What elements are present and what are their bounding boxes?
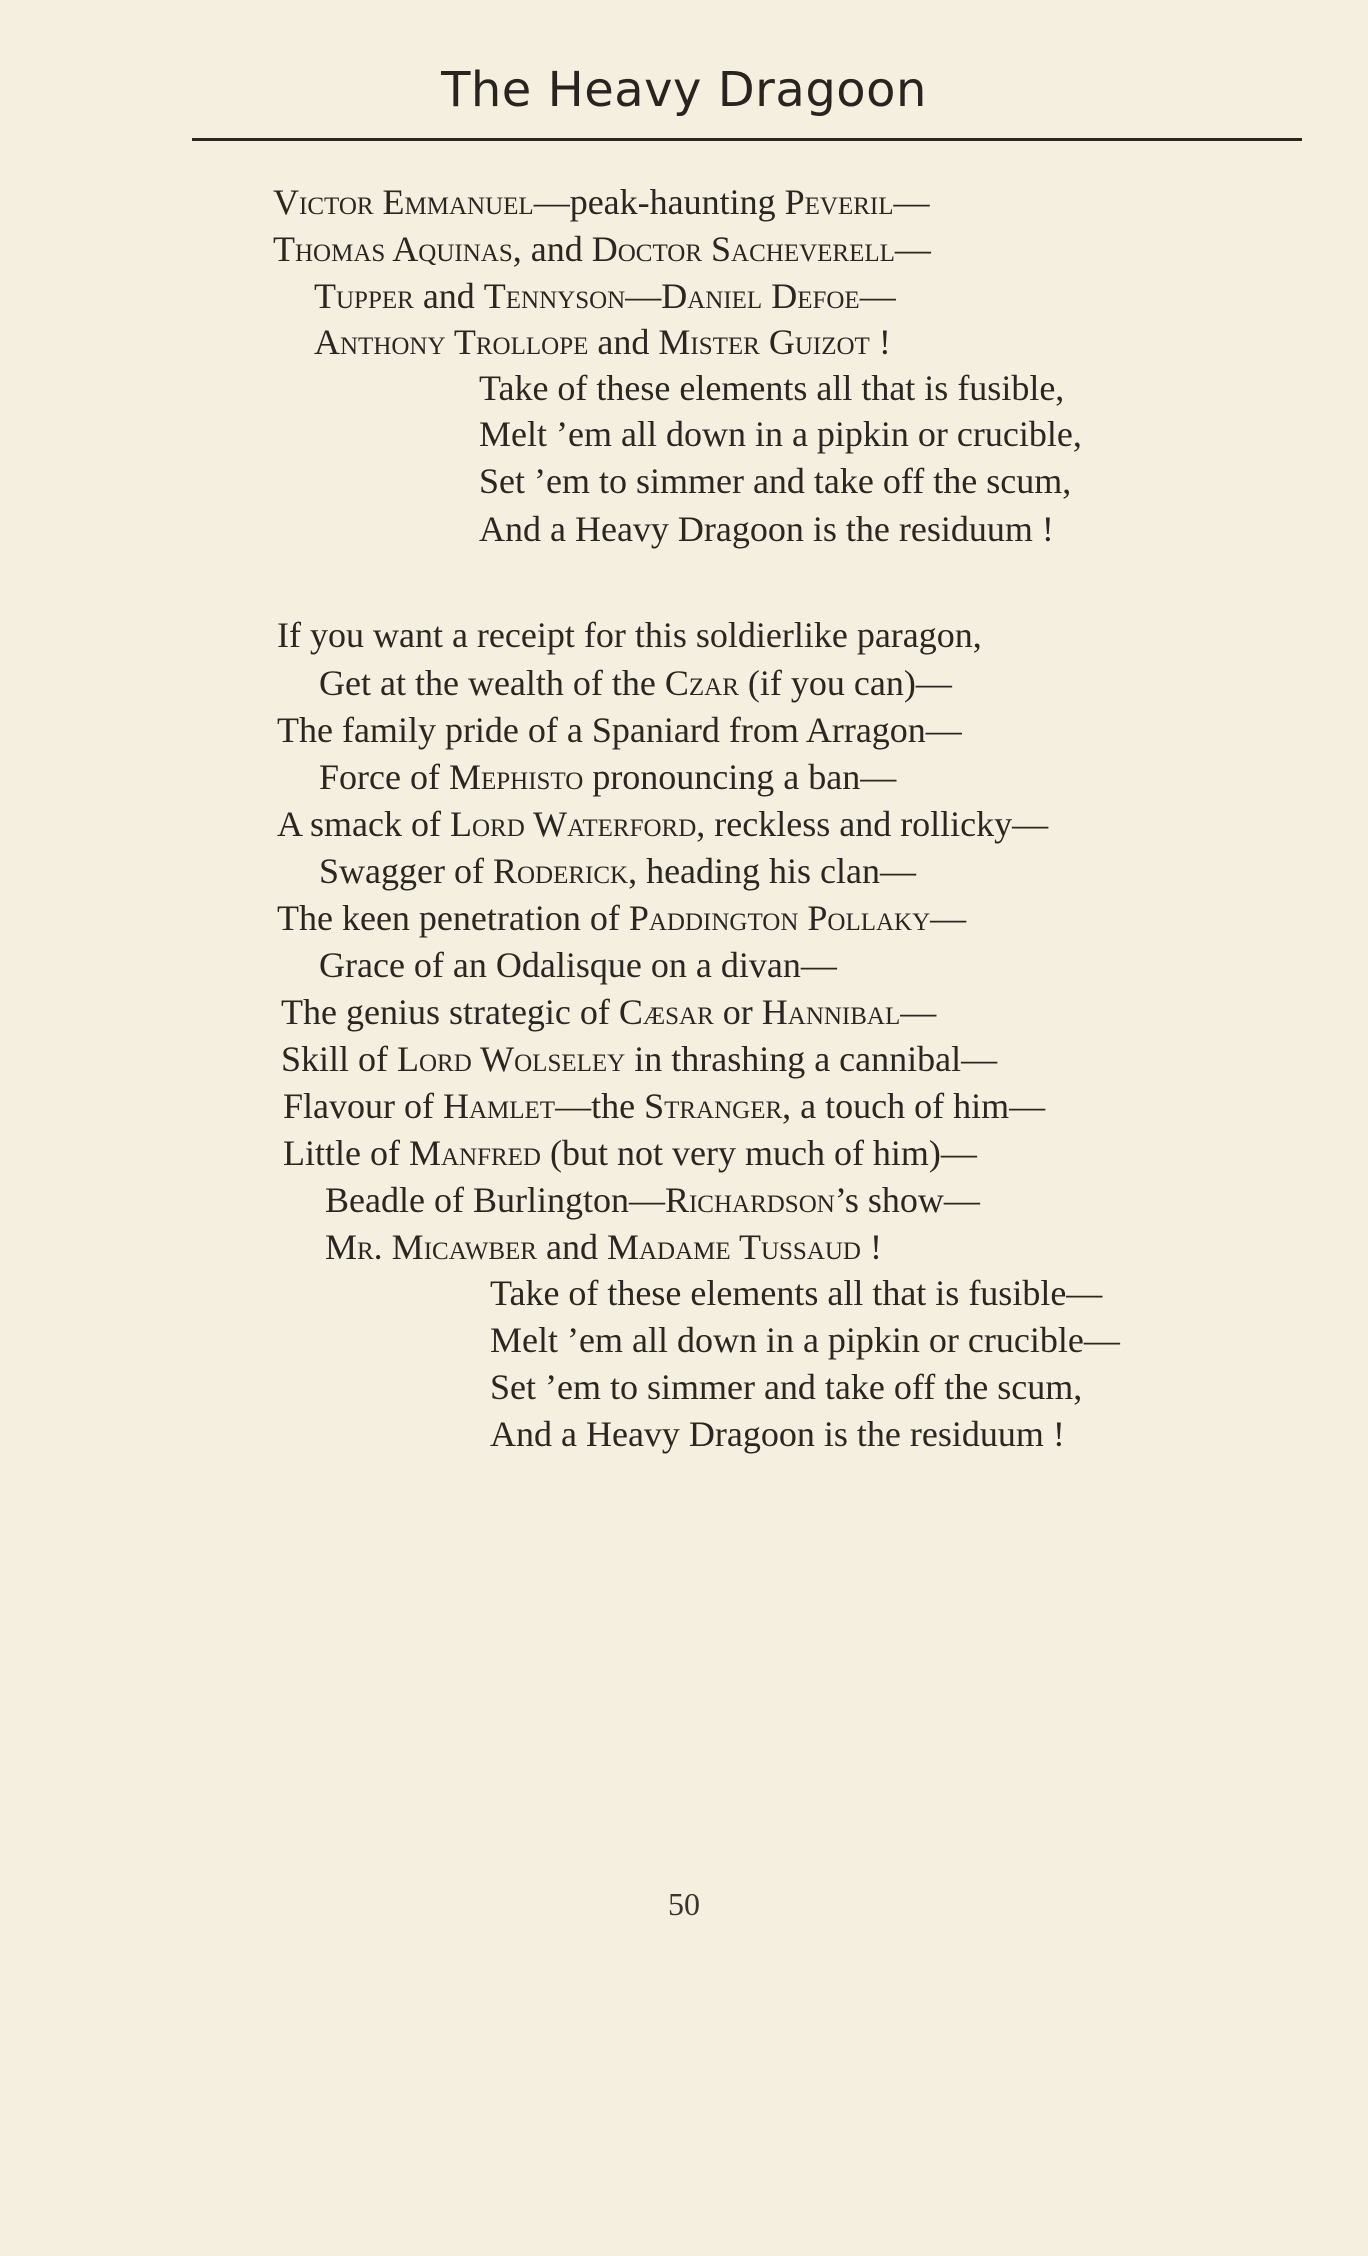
refrain-line <box>490 1270 1102 1316</box>
proper-name: Anthony Trollope <box>314 322 589 362</box>
verse-line <box>325 1224 882 1270</box>
line-text: The keen penetration of <box>277 898 629 938</box>
refrain-line <box>490 1364 1082 1410</box>
line-text: and <box>588 322 659 362</box>
verse-line <box>325 1177 980 1223</box>
proper-name: Mister Guizot <box>658 322 870 362</box>
verse-line <box>319 754 896 800</box>
line-text: Grace of an Odalisque on a divan— <box>319 945 837 985</box>
line-text: or <box>713 992 762 1032</box>
line-text: The family pride of a Spaniard from Arragon— <box>277 710 962 750</box>
proper-name: Tupper <box>314 276 414 316</box>
verse-line <box>319 848 916 894</box>
verse-line <box>281 1036 997 1082</box>
line-text: If you want a receipt for this soldierlike paragon, <box>277 615 982 655</box>
proper-name: Paddington Pollaky <box>628 898 931 938</box>
proper-name: Lord Waterford <box>449 804 697 844</box>
proper-name: Czar <box>664 663 739 703</box>
line-text: (if you can)— <box>738 663 952 703</box>
line-text: Force of <box>319 757 449 797</box>
verse-line <box>273 179 930 225</box>
line-text: ’s show— <box>834 1180 980 1220</box>
verse-line <box>277 707 962 753</box>
refrain-line <box>479 365 1064 411</box>
line-text: Get at the wealth of the <box>319 663 665 703</box>
line-text: , and <box>512 229 592 269</box>
line-text: Melt ’em all down in a pipkin or crucible— <box>490 1320 1120 1360</box>
line-text: The genius strategic of <box>281 992 619 1032</box>
proper-name: Mr. Micawber <box>325 1227 537 1267</box>
verse-line <box>277 801 1048 847</box>
line-text: —peak-haunting <box>533 182 785 222</box>
line-text: And a Heavy Dragoon is the residuum ! <box>479 509 1054 549</box>
proper-name: Lord Wolseley <box>397 1039 626 1079</box>
line-text: Swagger of <box>319 851 493 891</box>
line-text: And a Heavy Dragoon is the residuum ! <box>490 1414 1065 1454</box>
line-text: ! <box>861 1227 882 1267</box>
refrain-line <box>490 1411 1065 1457</box>
line-text: Set ’em to simmer and take off the scum, <box>479 461 1072 501</box>
page-number: 50 <box>668 1886 700 1922</box>
proper-name: Thomas Aquinas <box>273 229 513 269</box>
proper-name: Stranger <box>644 1086 783 1126</box>
verse-line <box>281 989 936 1035</box>
verse-line <box>319 942 837 988</box>
verse-line <box>283 1130 977 1176</box>
line-text: Little of <box>283 1133 409 1173</box>
running-header: The Heavy Dragoon <box>441 62 927 118</box>
proper-name: Doctor Sacheverell <box>591 229 895 269</box>
line-text: in thrashing a cannibal— <box>625 1039 998 1079</box>
proper-name: Madame Tussaud <box>606 1227 861 1267</box>
line-text: pronouncing a ban— <box>583 757 897 797</box>
line-text: Flavour of <box>283 1086 443 1126</box>
proper-name: Cæsar <box>618 992 714 1032</box>
refrain-line <box>479 506 1054 552</box>
line-text: — <box>893 182 930 222</box>
line-text: Melt ’em all down in a pipkin or crucible, <box>479 414 1082 454</box>
proper-name: Victor Emmanuel <box>273 182 534 222</box>
proper-name: Mephisto <box>448 757 584 797</box>
refrain-line <box>479 458 1071 504</box>
proper-name: Peveril <box>784 182 894 222</box>
line-text: — <box>625 276 662 316</box>
line-text: Beadle of Burlington— <box>325 1180 665 1220</box>
line-text: (but not very much of him)— <box>541 1133 977 1173</box>
line-text: Skill of <box>281 1039 398 1079</box>
proper-name: Hamlet <box>442 1086 556 1126</box>
line-text: Take of these elements all that is fusible— <box>490 1273 1103 1313</box>
line-text: —the <box>555 1086 645 1126</box>
line-text: A smack of <box>277 804 450 844</box>
verse-line <box>277 895 966 941</box>
line-text: and <box>413 276 484 316</box>
verse-line <box>319 660 952 706</box>
proper-name: Daniel Defoe <box>661 276 860 316</box>
line-text: and <box>536 1227 607 1267</box>
proper-name: Tennyson <box>483 276 626 316</box>
verse-line <box>273 226 931 272</box>
line-text: Take of these elements all that is fusible, <box>479 368 1065 408</box>
line-text: — <box>859 276 896 316</box>
verse-line <box>314 319 891 365</box>
line-text: Set ’em to simmer and take off the scum, <box>490 1367 1083 1407</box>
refrain-line <box>479 411 1082 457</box>
verse-line <box>314 273 896 319</box>
header-rule <box>192 138 1302 141</box>
line-text: — <box>900 992 937 1032</box>
proper-name: Roderick <box>492 851 629 891</box>
line-text: — <box>930 898 967 938</box>
refrain-line <box>490 1317 1120 1363</box>
line-text: , reckless and rollicky— <box>696 804 1049 844</box>
verse-line <box>283 1083 1045 1129</box>
proper-name: Manfred <box>408 1133 541 1173</box>
proper-name: Richardson <box>664 1180 835 1220</box>
line-text: ! <box>869 322 891 362</box>
line-text: , heading his clan— <box>628 851 917 891</box>
line-text: , a touch of him— <box>782 1086 1046 1126</box>
line-text: — <box>894 229 931 269</box>
verse-line <box>277 612 982 658</box>
proper-name: Hannibal <box>761 992 901 1032</box>
